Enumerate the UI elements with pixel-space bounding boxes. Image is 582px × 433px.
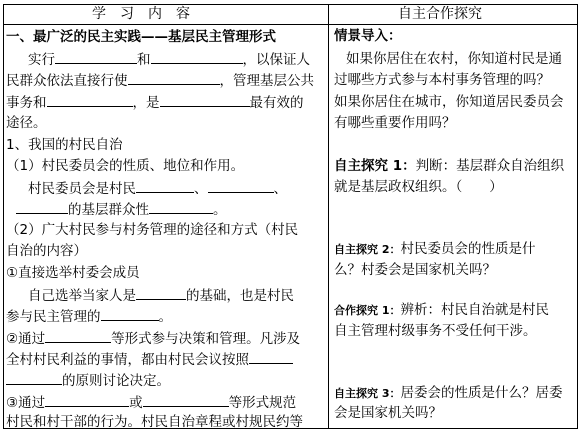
- header-divider: [3, 24, 578, 25]
- question-text: 判断：基层群众自治组织: [415, 158, 565, 174]
- fill-blank[interactable]: [6, 372, 62, 385]
- scene-text-line-3: 如果你居住在城市，你知道居民委员会: [334, 94, 564, 110]
- question-3-line-2: 自主管理村级事务不受任何干涉。: [334, 323, 537, 339]
- fill-blank[interactable]: [45, 330, 111, 343]
- item-text: 全村村民利益的事情，都由村民会议按照: [6, 352, 249, 368]
- section-title: 一、最广泛的民主实践——基层民主管理形式: [6, 29, 276, 45]
- item-text: 等形式规范: [228, 395, 297, 411]
- item-text: 自己选举当家人是: [28, 288, 136, 304]
- intro-line-4: 途径。: [6, 115, 47, 131]
- question-label: 自主探究 1：: [334, 158, 416, 174]
- intro-text: 民群众依法直接行使: [6, 73, 128, 89]
- question-text: 辨析：村民自治就是村民: [400, 302, 549, 318]
- fill-blank[interactable]: [143, 394, 229, 407]
- question-1-line-2: 就是基层政权组织。（ ）: [334, 179, 503, 195]
- point-2-heading-line-2: 自治的内容）: [6, 243, 87, 259]
- question-2-line-1: [334, 241, 535, 258]
- item-2-line-3: [6, 372, 170, 389]
- item-1-heading: ①直接选举村委会成员: [6, 265, 140, 281]
- intro-text: 和: [137, 52, 151, 68]
- intro-text: ，是: [132, 95, 160, 111]
- nature-text: 、: [273, 181, 287, 197]
- point-1-heading: （1）村民委员会的性质、地位和作用。: [6, 158, 245, 174]
- item-text: 或: [129, 395, 143, 411]
- subsection-village-autonomy: 1、我国的村民自治: [6, 137, 123, 153]
- item-2-line-2: [6, 351, 293, 368]
- question-label: 自主探究 2：: [334, 243, 401, 256]
- fill-blank[interactable]: [47, 94, 133, 107]
- nature-text: 的基层群众性: [68, 202, 149, 218]
- fill-blank[interactable]: [128, 72, 220, 85]
- question-4-line-2: 会是国家机关吗？: [334, 405, 442, 421]
- intro-text: 实行: [28, 52, 55, 68]
- fill-blank[interactable]: [160, 94, 250, 107]
- nature-line-2: [16, 201, 227, 218]
- intro-text: ，以保证人: [242, 52, 310, 68]
- item-text: 等形式参与决策和管理。凡涉及: [111, 331, 301, 347]
- fill-blank[interactable]: [151, 51, 243, 64]
- right-column-header: 自主合作探究: [398, 6, 482, 22]
- fill-blank[interactable]: [45, 394, 129, 407]
- fill-blank[interactable]: [101, 308, 159, 321]
- item-2-line-1: [6, 330, 300, 347]
- item-3-line-2: 村民和村干部的行为。村民自治章程或村规民约等: [6, 414, 303, 430]
- question-4-line-1: [334, 385, 562, 402]
- intro-line-3: [6, 94, 304, 111]
- item-text: 。: [158, 309, 172, 325]
- scene-text-line-2: 过哪些方式参与本村事务管理的吗？: [334, 72, 550, 88]
- question-label: 自主探究 3：: [334, 387, 401, 400]
- scene-text-line-1: 如果你居住在农村，你知道村民是通: [346, 51, 562, 67]
- question-1-line-1: [334, 158, 564, 174]
- question-label: 合作探究 1：: [334, 304, 401, 317]
- question-2-line-2: 么？村委会是国家机关吗？: [334, 262, 496, 278]
- fill-blank[interactable]: [149, 201, 213, 214]
- nature-text: 村民委员会是村民: [28, 181, 136, 197]
- nature-line-1: [28, 180, 287, 197]
- item-text: 的原则讨论决定。: [62, 373, 170, 389]
- fill-blank[interactable]: [55, 51, 137, 64]
- item-text: ②通过: [6, 331, 46, 347]
- point-2-heading-line-1: （2）广大村民参与村务管理的途径和方式（村民: [6, 222, 299, 238]
- intro-text: ，管理基层公共: [219, 73, 314, 89]
- item-3-line-1: [6, 394, 296, 411]
- question-3-line-1: [334, 302, 549, 319]
- fill-blank[interactable]: [136, 180, 194, 193]
- item-text: ③通过: [6, 395, 46, 411]
- question-text: 居委会的性质是什么？居委: [400, 385, 563, 401]
- intro-text: 最有效的: [249, 95, 304, 111]
- intro-text: 事务和: [6, 95, 47, 111]
- scene-intro-title: 情景导入：: [334, 28, 402, 44]
- left-column-header: 学 习 内 容: [92, 6, 190, 22]
- fill-blank[interactable]: [208, 180, 274, 193]
- fill-blank[interactable]: [249, 351, 293, 364]
- item-1-line-1: [28, 287, 294, 304]
- intro-line-1: [28, 51, 310, 68]
- nature-text: 、: [194, 181, 208, 197]
- nature-text: 。: [213, 202, 227, 218]
- question-text: 村民委员会的性质是什: [400, 241, 536, 257]
- column-divider: [328, 4, 329, 429]
- fill-blank[interactable]: [136, 287, 186, 300]
- fill-blank[interactable]: [16, 201, 68, 214]
- item-text: 参与民主管理的: [6, 309, 101, 325]
- intro-line-2: [6, 72, 314, 89]
- item-text: 的基础，也是村民: [186, 288, 294, 304]
- scene-text-line-4: 有哪些重要作用吗？: [334, 115, 456, 131]
- item-1-line-2: [6, 308, 172, 325]
